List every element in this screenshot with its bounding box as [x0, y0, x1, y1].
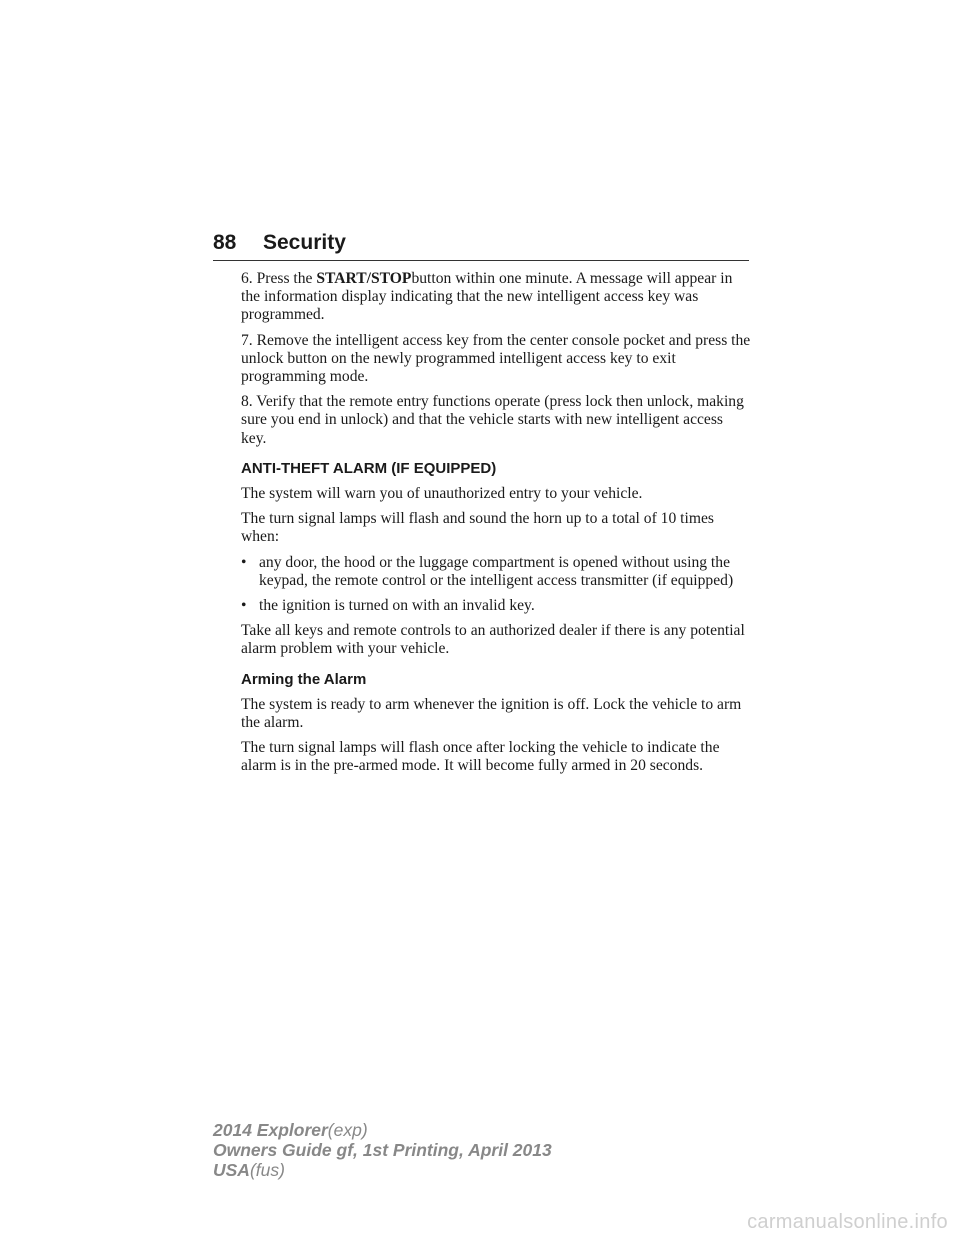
page-content — [241, 270, 751, 783]
watermark-text: carmanualsonline.info — [747, 1211, 948, 1233]
step-7-paragraph: 7. Remove the intelligent access key from the center console pocket and press the unlock button on the newly programmed intelligent access key to exit programming mode. — [241, 331, 751, 386]
bullet-text: any door, the hood or the luggage compartment is opened without using the keypad, the remote control or the intelligent access transmitter (if equipped) — [259, 553, 734, 589]
footer-model-code: (exp) — [327, 1120, 368, 1140]
bullet-text: the ignition is turned on with an invalid key. — [259, 597, 535, 615]
start-stop-label: START/STOP — [316, 270, 412, 287]
bullet-icon: • — [241, 553, 247, 571]
bullet-icon: • — [241, 597, 247, 615]
pre-armed-paragraph: The turn signal lamps will flash once after locking the vehicle to indicate the alarm is in the pre-armed mode. It will become fully armed in 20 seconds. — [241, 739, 720, 775]
footer-line-region — [213, 1160, 552, 1180]
page-footer — [213, 1120, 552, 1180]
section-title: Security — [263, 231, 346, 254]
footer-line-guide: Owners Guide gf, 1st Printing, April 2013 — [213, 1140, 552, 1160]
step-6-suffix: button within one minute. A message will appear in the information display indicating that the new intelligent access key was programmed. — [241, 270, 733, 324]
step-6-prefix: 6. Press the — [241, 270, 317, 287]
footer-region: USA — [213, 1160, 250, 1180]
footer-line-model — [213, 1120, 552, 1140]
dealer-paragraph: Take all keys and remote controls to an authorized dealer if there is any potential alarm problem with your vehicle. — [241, 622, 745, 658]
turn-signal-paragraph: The turn signal lamps will flash and sound the horn up to a total of 10 times when: — [241, 510, 714, 546]
bullet-item-door — [241, 554, 751, 590]
step-8-paragraph: 8. Verify that the remote entry functions operate (press lock then unlock, making sure you end in unlock) and that the vehicle starts with new intelligent access key. — [241, 393, 744, 447]
page-header — [213, 228, 749, 261]
footer-model: 2014 Explorer — [213, 1120, 328, 1140]
anti-theft-alarm-heading: ANTI-THEFT ALARM (IF EQUIPPED) — [241, 459, 497, 477]
bullet-item-ignition — [241, 597, 751, 615]
arming-alarm-heading: Arming the Alarm — [241, 670, 367, 688]
ready-paragraph: The system is ready to arm whenever the ignition is off. Lock the vehicle to arm the alarm. — [241, 695, 742, 732]
warn-paragraph: The system will warn you of unauthorized entry to your vehicle. — [241, 485, 643, 503]
page-number: 88 — [213, 231, 237, 254]
step-6-paragraph — [241, 270, 751, 325]
footer-region-code: (fus) — [249, 1160, 285, 1180]
